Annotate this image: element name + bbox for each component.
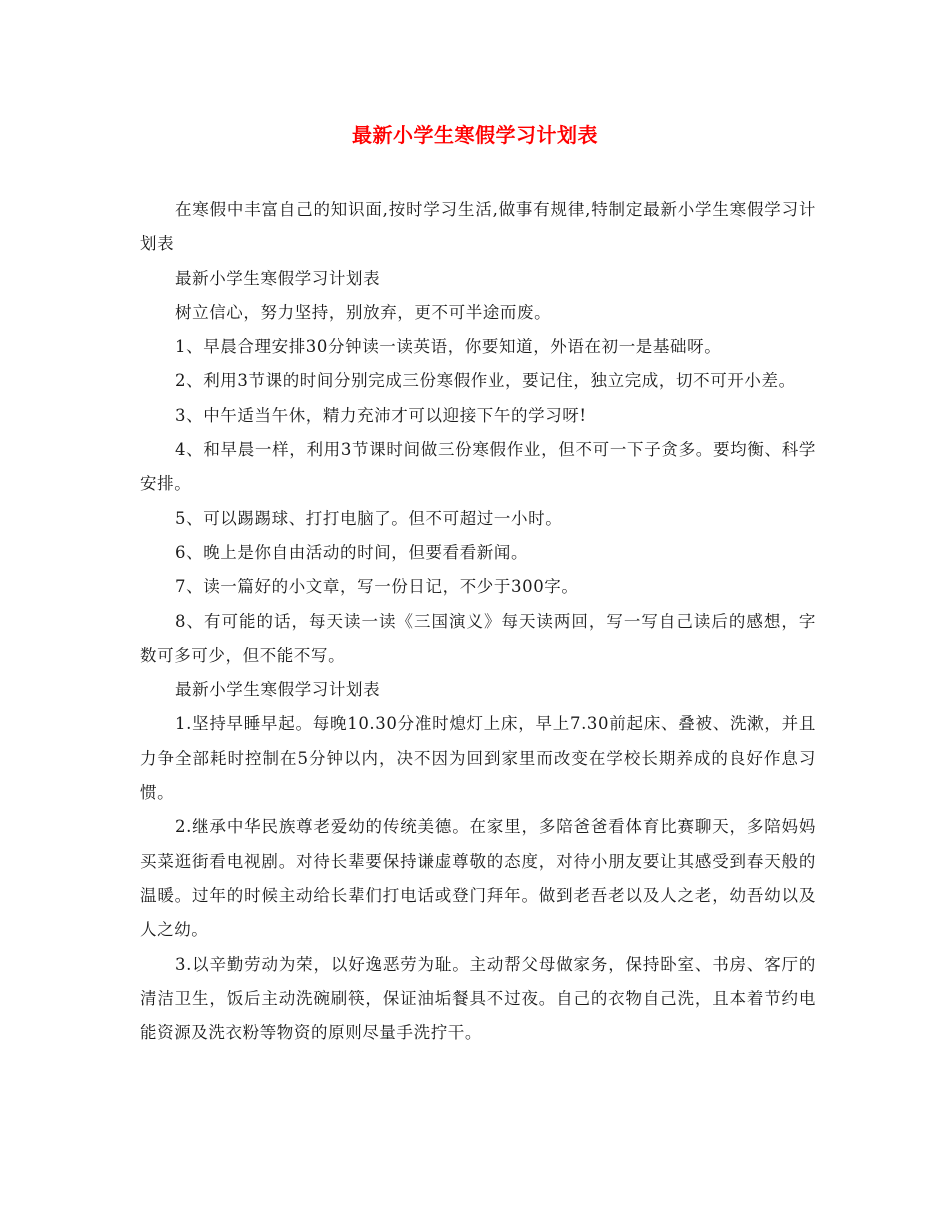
paragraph: 树立信心，努力坚持，别放弃，更不可半途而废。 — [175, 302, 552, 322]
list-item: 5、可以踢踢球、打打电脑了。但不可超过一小时。 — [175, 508, 563, 528]
list-item: 8、有可能的话，每天读一读《三国演义》每天读两回，写一写自己读后的感想，字数可多可少，但不能不写。 — [140, 611, 816, 665]
section-heading: 最新小学生寒假学习计划表 — [175, 680, 381, 700]
list-item: 1.坚持早睡早起。每晚10.30分准时熄灯上床，早上7.30前起床、叠被、洗漱，并且力争全部耗时控制在5分钟以内，决不因为回到家里而改变在学校长期养成的良好作息习惯。 — [140, 714, 816, 803]
paragraph-intro: 在寒假中丰富自己的知识面,按时学习生活,做事有规律,特制定最新小学生寒假学习计划表 — [140, 200, 816, 254]
list-item: 6、晚上是你自由活动的时间，但要看看新闻。 — [175, 542, 529, 562]
list-item: 3.以辛勤劳动为荣，以好逸恶劳为耻。主动帮父母做家务，保持卧室、书房、客厅的清洁卫生，饭后主动洗碗刷筷，保证油垢餐具不过夜。自己的衣物自己洗，且本着节约电能资源及洗衣粉等物资的原则尽量手洗拧干。 — [140, 954, 816, 1043]
list-item: 1、早晨合理安排30分钟读一读英语，你要知道，外语在初一是基础呀。 — [175, 337, 722, 357]
list-item: 7、读一篇好的小文章，写一份日记，不少于300字。 — [175, 577, 579, 597]
document-body — [140, 193, 816, 1050]
list-item: 4、和早晨一样，利用3节课时间做三份寒假作业，但不可一下子贪多。要均衡、科学安排。 — [140, 440, 816, 494]
list-item: 2.继承中华民族尊老爱幼的传统美德。在家里，多陪爸爸看体育比赛聊天，多陪妈妈买菜逛街看电视剧。对待长辈要保持谦虚尊敬的态度，对待小朋友要让其感受到春天般的温暖。过年的时候主动给长辈们打电话或登门拜年。做到老吾老以及人之老，幼吾幼以及人之幼。 — [140, 817, 816, 940]
list-item: 2、利用3节课的时间分别完成三份寒假作业，要记住，独立完成，切不可开小差。 — [175, 371, 796, 391]
document-title: 最新小学生寒假学习计划表 — [352, 123, 598, 147]
list-item: 3、中午适当午休，精力充沛才可以迎接下午的学习呀! — [175, 405, 587, 425]
section-heading: 最新小学生寒假学习计划表 — [175, 268, 381, 288]
